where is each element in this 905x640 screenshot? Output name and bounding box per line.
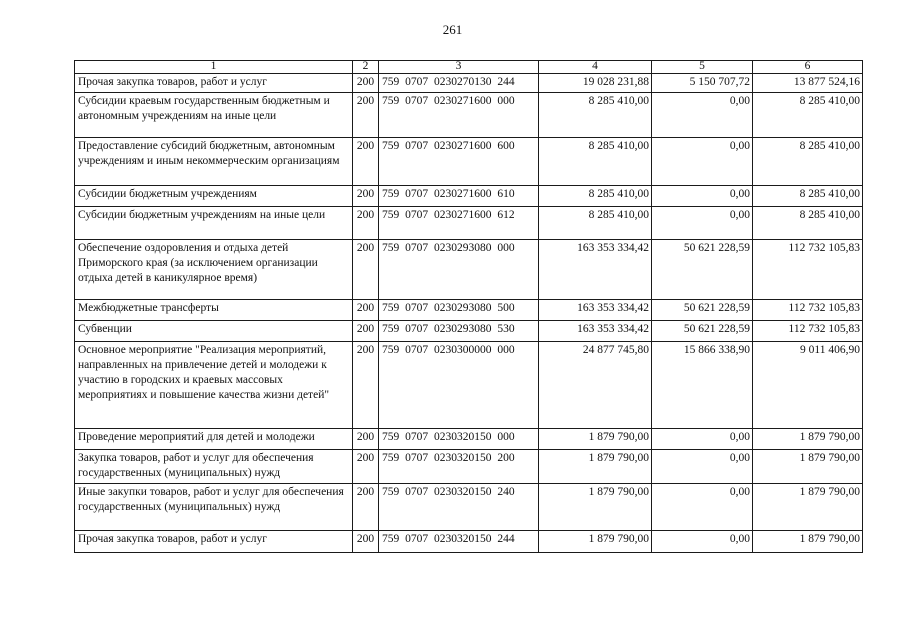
header-cell-4: 4: [539, 61, 652, 74]
row-amount-col6-cell: 1 879 790,00: [753, 484, 863, 531]
header-cell-2: 2: [353, 61, 379, 74]
row-section-cell: 200: [353, 531, 379, 553]
row-amount-col5-cell: 0,00: [652, 450, 753, 484]
row-section-cell: 200: [353, 207, 379, 240]
budget-table: [74, 60, 863, 553]
header-row: [75, 61, 863, 74]
row-amount-col4-cell: 8 285 410,00: [539, 138, 652, 186]
row-section-cell: 200: [353, 429, 379, 450]
row-codes-cell: 759 0707 0230300000 000: [379, 342, 539, 429]
row-amount-col4-cell: 163 353 334,42: [539, 300, 652, 321]
row-name-cell: Предоставление субсидий бюджетным, автономным учреждениям и иным некоммерческим организациям: [75, 138, 353, 186]
row-name-cell: Проведение мероприятий для детей и молодежи: [75, 429, 353, 450]
row-name-cell: Прочая закупка товаров, работ и услуг: [75, 531, 353, 553]
row-section-cell: 200: [353, 300, 379, 321]
row-amount-col6-cell: 1 879 790,00: [753, 429, 863, 450]
row-name-cell: Прочая закупка товаров, работ и услуг: [75, 74, 353, 93]
row-section-cell: 200: [353, 138, 379, 186]
row-amount-col4-cell: 1 879 790,00: [539, 484, 652, 531]
table-row: [75, 186, 863, 207]
row-amount-col5-cell: 0,00: [652, 429, 753, 450]
row-amount-col4-cell: 1 879 790,00: [539, 429, 652, 450]
row-amount-col5-cell: 15 866 338,90: [652, 342, 753, 429]
row-amount-col5-cell: 50 621 228,59: [652, 300, 753, 321]
row-name-cell: Закупка товаров, работ и услуг для обеспечения государственных (муниципальных) нужд: [75, 450, 353, 484]
row-amount-col5-cell: 50 621 228,59: [652, 321, 753, 342]
row-section-cell: 200: [353, 450, 379, 484]
row-amount-col5-cell: 0,00: [652, 93, 753, 138]
row-amount-col6-cell: 112 732 105,83: [753, 300, 863, 321]
page-number: 261: [442, 22, 463, 37]
row-codes-cell: 759 0707 0230271600 000: [379, 93, 539, 138]
row-amount-col4-cell: 8 285 410,00: [539, 186, 652, 207]
row-amount-col6-cell: 1 879 790,00: [753, 450, 863, 484]
row-amount-col6-cell: 8 285 410,00: [753, 93, 863, 138]
row-amount-col5-cell: 50 621 228,59: [652, 240, 753, 300]
row-name-cell: Субвенции: [75, 321, 353, 342]
row-amount-col4-cell: 8 285 410,00: [539, 93, 652, 138]
row-section-cell: 200: [353, 484, 379, 531]
table-row: [75, 240, 863, 300]
row-name-cell: Субсидии бюджетным учреждениям: [75, 186, 353, 207]
row-amount-col6-cell: 8 285 410,00: [753, 207, 863, 240]
row-amount-col4-cell: 24 877 745,80: [539, 342, 652, 429]
row-amount-col6-cell: 13 877 524,16: [753, 74, 863, 93]
row-amount-col5-cell: 0,00: [652, 484, 753, 531]
row-amount-col5-cell: 5 150 707,72: [652, 74, 753, 93]
row-codes-cell: 759 0707 0230320150 200: [379, 450, 539, 484]
row-codes-cell: 759 0707 0230271600 612: [379, 207, 539, 240]
row-codes-cell: 759 0707 0230271600 600: [379, 138, 539, 186]
row-amount-col5-cell: 0,00: [652, 186, 753, 207]
table-row: [75, 484, 863, 531]
header-cell-5: 5: [652, 61, 753, 74]
table-row: [75, 207, 863, 240]
row-amount-col4-cell: 163 353 334,42: [539, 240, 652, 300]
row-amount-col6-cell: 9 011 406,90: [753, 342, 863, 429]
row-section-cell: 200: [353, 74, 379, 93]
row-section-cell: 200: [353, 186, 379, 207]
row-amount-col6-cell: 112 732 105,83: [753, 321, 863, 342]
header-cell-1: 1: [75, 61, 353, 74]
header-cell-6: 6: [753, 61, 863, 74]
header-cell-3: 3: [379, 61, 539, 74]
table-row: [75, 138, 863, 186]
row-name-cell: Обеспечение оздоровления и отдыха детей Приморского края (за исключением организации отдыха детей в каникулярное время): [75, 240, 353, 300]
row-amount-col5-cell: 0,00: [652, 207, 753, 240]
row-amount-col6-cell: 8 285 410,00: [753, 138, 863, 186]
row-codes-cell: 759 0707 0230320150 000: [379, 429, 539, 450]
row-section-cell: 200: [353, 342, 379, 429]
row-codes-cell: 759 0707 0230293080 000: [379, 240, 539, 300]
row-name-cell: Иные закупки товаров, работ и услуг для обеспечения государственных (муниципальных) нужд: [75, 484, 353, 531]
table-row: [75, 74, 863, 93]
table-row: [75, 450, 863, 484]
row-codes-cell: 759 0707 0230271600 610: [379, 186, 539, 207]
row-amount-col5-cell: 0,00: [652, 531, 753, 553]
row-codes-cell: 759 0707 0230320150 244: [379, 531, 539, 553]
row-amount-col4-cell: 8 285 410,00: [539, 207, 652, 240]
row-amount-col4-cell: 1 879 790,00: [539, 531, 652, 553]
row-section-cell: 200: [353, 321, 379, 342]
row-codes-cell: 759 0707 0230320150 240: [379, 484, 539, 531]
table-row: [75, 93, 863, 138]
row-name-cell: Основное мероприятие "Реализация мероприятий, направленных на привлечение детей и молодежи к участию в городских и краевых массовых мероприятиях и повышение качества жизни детей": [75, 342, 353, 429]
row-amount-col6-cell: 8 285 410,00: [753, 186, 863, 207]
row-name-cell: Субсидии краевым государственным бюджетным и автономным учреждениям на иные цели: [75, 93, 353, 138]
row-codes-cell: 759 0707 0230293080 530: [379, 321, 539, 342]
table-row: [75, 429, 863, 450]
table-row: [75, 342, 863, 429]
row-section-cell: 200: [353, 240, 379, 300]
row-amount-col4-cell: 1 879 790,00: [539, 450, 652, 484]
row-amount-col4-cell: 163 353 334,42: [539, 321, 652, 342]
row-amount-col4-cell: 19 028 231,88: [539, 74, 652, 93]
table-row: [75, 531, 863, 553]
row-amount-col6-cell: 1 879 790,00: [753, 531, 863, 553]
row-section-cell: 200: [353, 93, 379, 138]
row-codes-cell: 759 0707 0230293080 500: [379, 300, 539, 321]
row-codes-cell: 759 0707 0230270130 244: [379, 74, 539, 93]
row-amount-col6-cell: 112 732 105,83: [753, 240, 863, 300]
row-amount-col5-cell: 0,00: [652, 138, 753, 186]
table-row: [75, 321, 863, 342]
row-name-cell: Субсидии бюджетным учреждениям на иные цели: [75, 207, 353, 240]
row-name-cell: Межбюджетные трансферты: [75, 300, 353, 321]
table-row: [75, 300, 863, 321]
